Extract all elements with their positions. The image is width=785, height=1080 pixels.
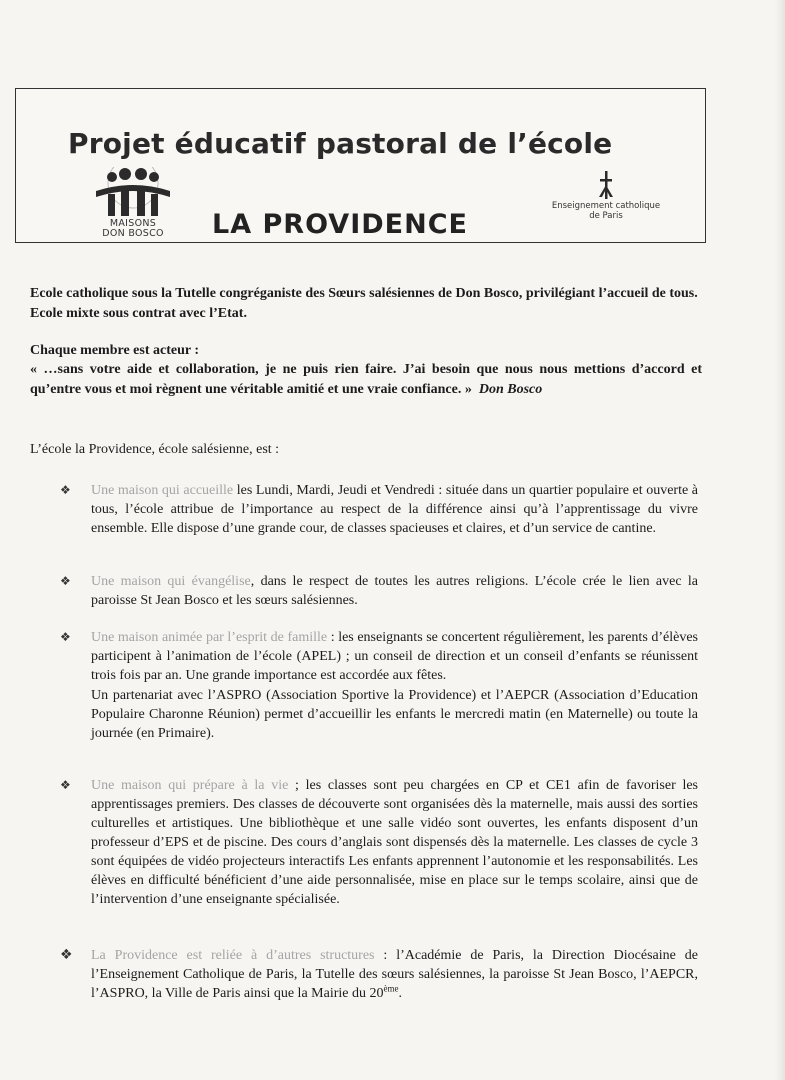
maisons-don-bosco-logo (78, 167, 188, 237)
header-box (15, 88, 706, 243)
cross-icon (597, 171, 615, 199)
bullet-text: ; les classes sont peu chargées en CP et CE1 afin de favoriser les apprentissages premiers. Des classes de découverte sont organisées dès la maternelle, mais aussi des sorties culturelles et artistiques. Une bibliothèque et une salle vidéo sont ouvertes, les enfants disposent d’un professeur d’EPS et de piscine. Des cours d’anglais sont dispensés dès la maternelle. Les classes de cycle 3 sont équipées de vidéo projecteurs interactifs Les enfants apprennent l’autonomie et les responsabilités. Les élèves en difficulté bénéficient d’une aide personnalisée, mise en place sur le temps scolaire, ainsi que de l’intervention d’une enseignante spécialisée. (91, 778, 698, 907)
logo-right-line2: de Paris (589, 211, 623, 221)
intro-paragraph: Ecole catholique sous la Tutelle congréganiste des Sœurs salésiennes de Don Bosco, privilégiant l’accueil de tous. Ecole mixte sous contrat avec l’Etat. (30, 286, 698, 321)
bullet-text: : les enseignants se concertent régulièrement, les parents d’élèves participent à l’animation de l’école (APEL) ; un conseil de direction et un conseil d’enfants se réunissent trois fois par an. Une grande importance est accordée aux fêtes. (91, 630, 698, 683)
quote-author: Don Bosco (478, 382, 543, 397)
bullet-text: : l’Académie de Paris, la Direction Diocésaine de l’Enseignement Catholique de Paris, la Tutelle des sœurs salésiennes, la paroisse St Jean Bosco, l’AEPCR, l’ASPRO, la Ville de Paris ainsi que la Mairie du 20 (91, 948, 698, 1001)
bullet-diamond-icon: ❖ (60, 947, 73, 963)
member-heading: Chaque membre est acteur : (30, 343, 200, 358)
bullet-diamond-icon: ❖ (60, 574, 71, 588)
bullet-lead: Une maison qui prépare à la vie (91, 778, 289, 793)
bullet-tail: . (398, 986, 402, 1001)
lead-sentence: L’école la Providence, école salésienne, est : (30, 442, 280, 457)
bullet-diamond-icon: ❖ (60, 778, 71, 792)
logo-left-line1: MAISONS (109, 218, 157, 229)
bullet-text-second-paragraph: Un partenariat avec l’ASPRO (Association Sportive la Providence) et l’AEPCR (Association d’Education Populaire Charonne Réunion) permet d’accueillir les enfants le mercredi matin (en Maternelle) ou toute la journée (en Primaire). (91, 688, 698, 741)
quote-text: « …sans votre aide et collaboration, je ne puis rien faire. J’ai besoin que nous nous mettions d’accord et qu’entre vous et moi règnent une véritable amitié et une vraie confiance. » (30, 362, 702, 397)
enseignement-catholique-logo (536, 171, 676, 231)
bullet-diamond-icon: ❖ (60, 483, 71, 497)
page-title: Projet éducatif pastoral de l’école (68, 127, 613, 160)
don-bosco-quote (30, 360, 702, 400)
don-bosco-figures-icon (92, 167, 174, 219)
bullet-lead: Une maison qui évangélise (91, 574, 251, 589)
bullet-diamond-icon: ❖ (60, 630, 71, 644)
school-name: LA PROVIDENCE (212, 209, 468, 240)
logo-left-line2: DON BOSCO (102, 228, 164, 239)
scan-edge-shadow (775, 0, 785, 1080)
bullet-lead: Une maison qui accueille (91, 483, 234, 498)
bullet-lead: Une maison animée par l’esprit de famille (91, 630, 328, 645)
superscript-eme: ème (383, 983, 399, 994)
bullet-text: les Lundi, Mardi, Jeudi et Vendredi : située dans un quartier populaire et ouverte à tous, l’école attribue de l’importance au respect de la différence ainsi qu’à l’apprentissage du vivre ensemble. Elle dispose d’une grande cour, de classes spacieuses et claires, et d’un service de cantine. (91, 483, 698, 536)
bullet-lead: La Providence est reliée à d’autres structures (91, 948, 375, 963)
logo-right-line1: Enseignement catholique (551, 201, 661, 211)
bullet-text: , dans le respect de toutes les autres religions. L’école crée le lien avec la paroisse St Jean Bosco et les sœurs salésiennes. (91, 574, 698, 608)
